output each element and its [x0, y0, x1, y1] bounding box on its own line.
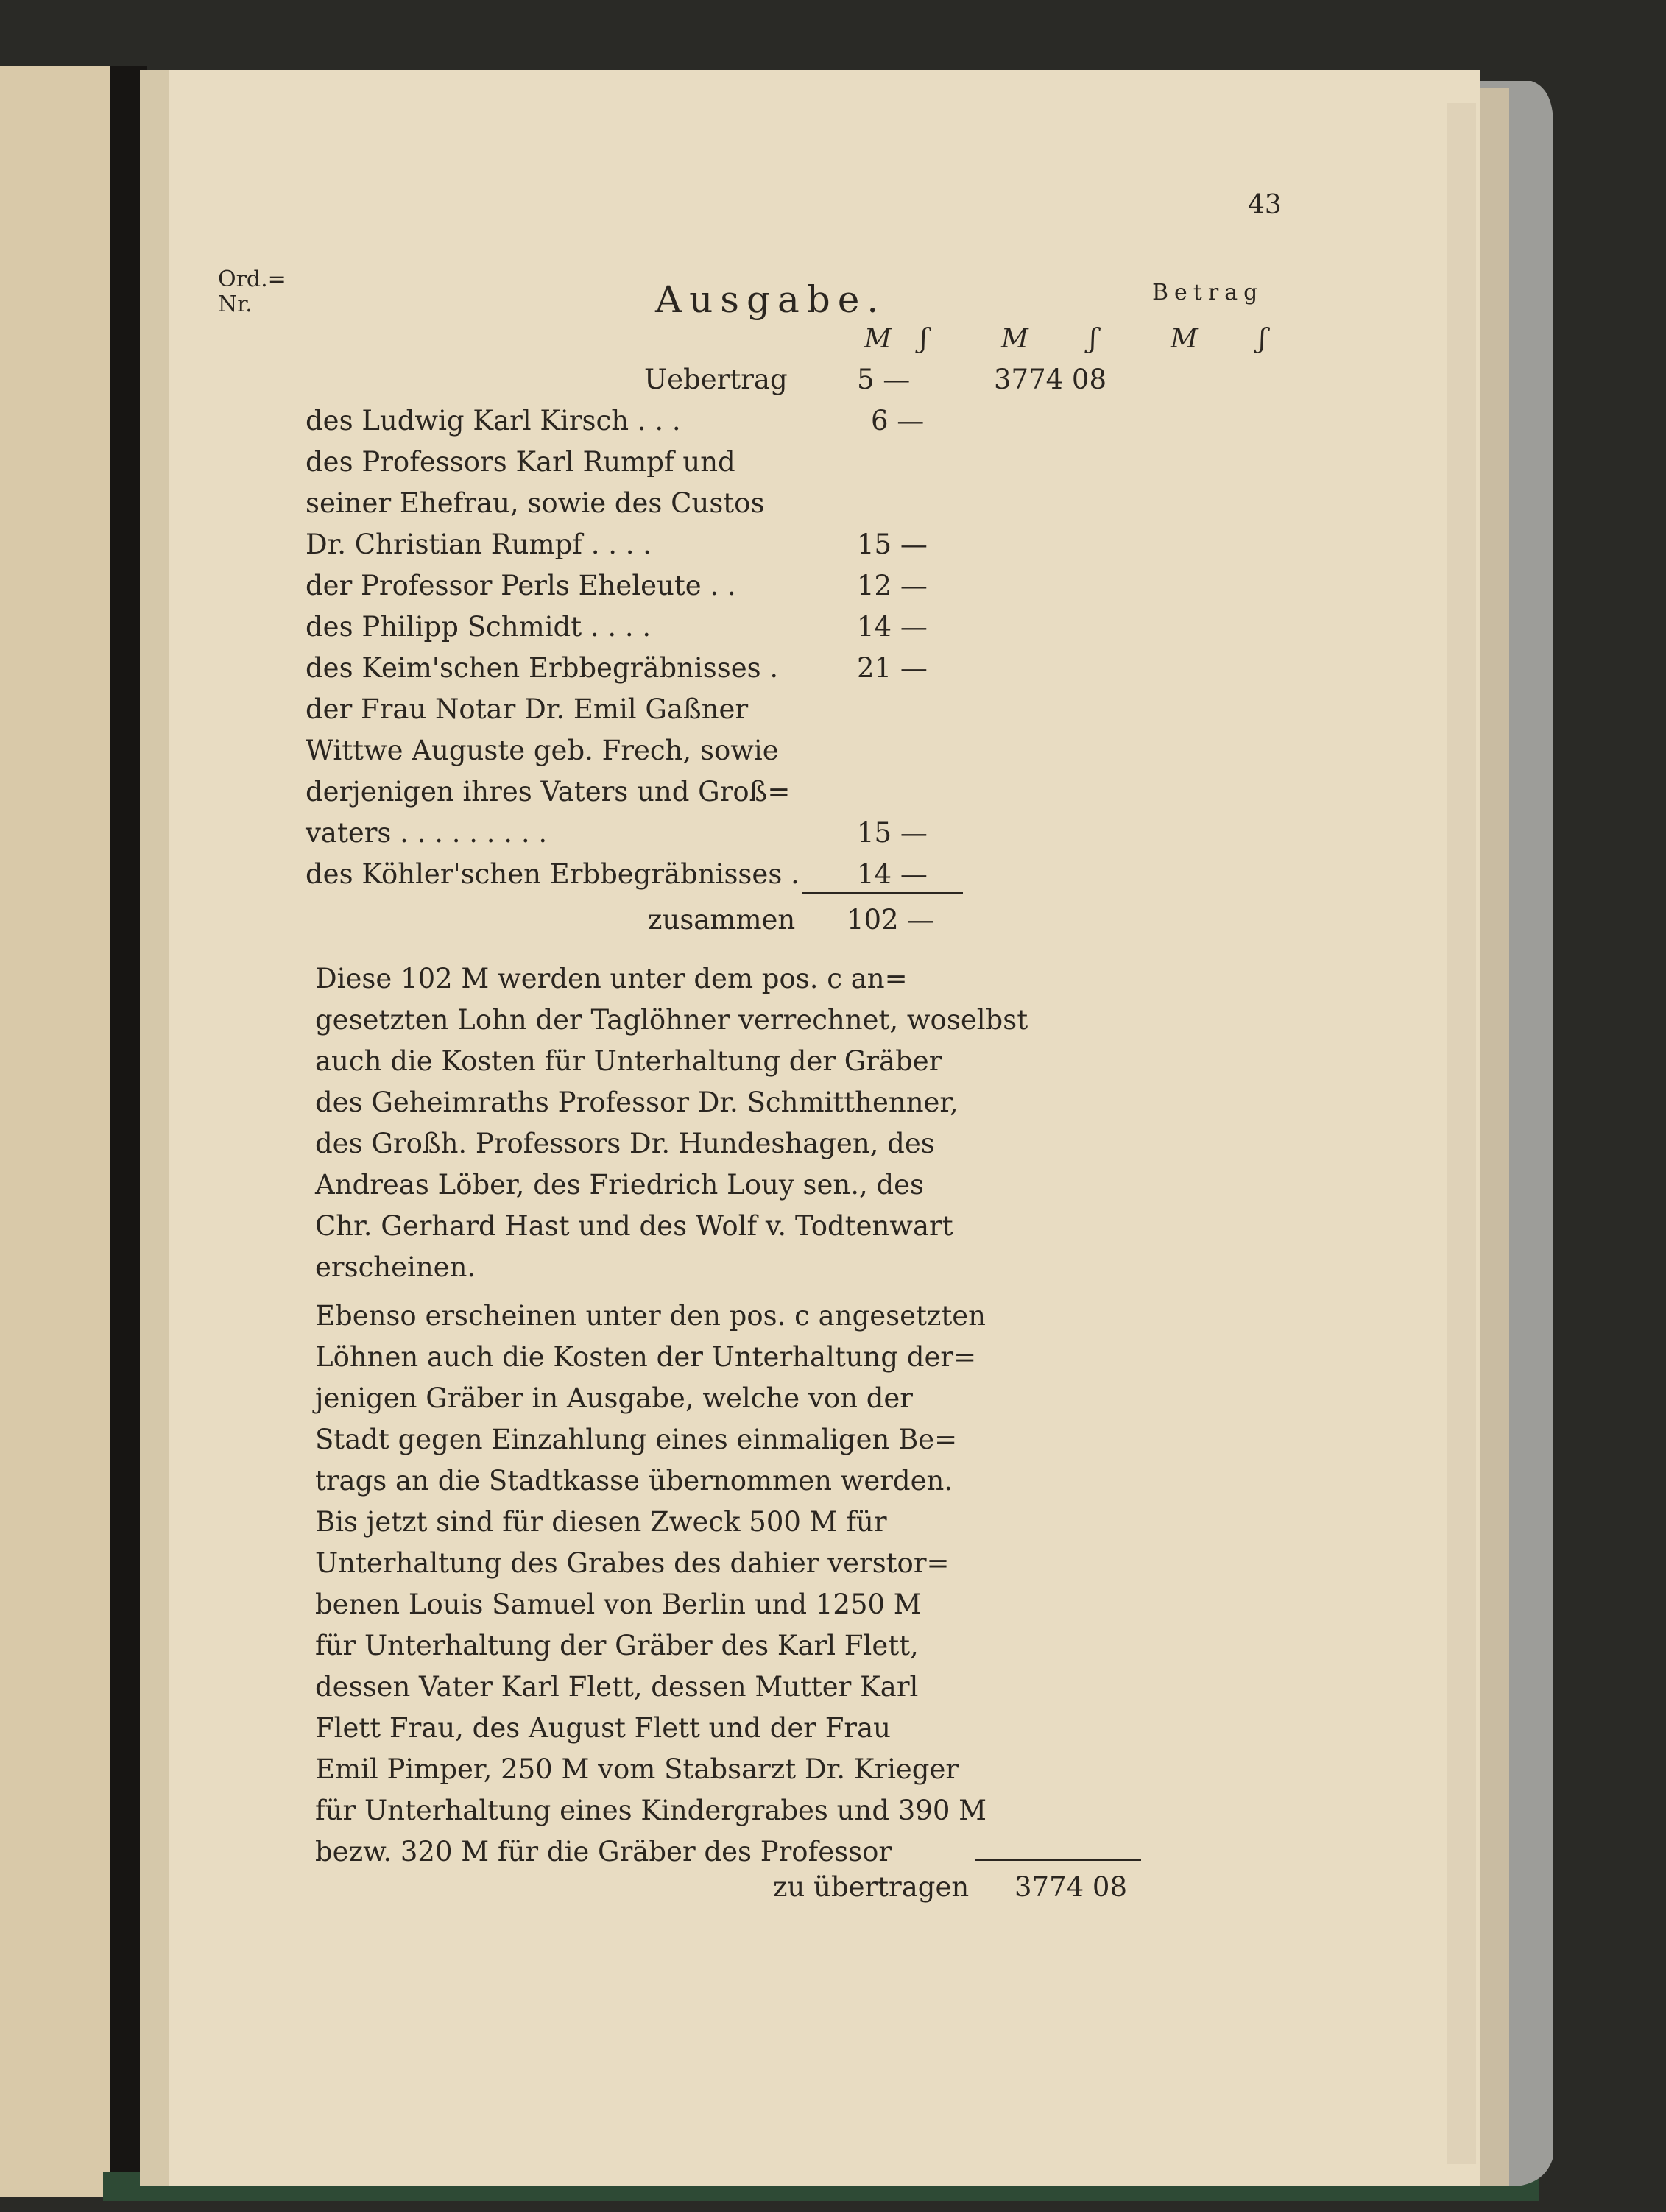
currency-mark-col1: M: [864, 324, 892, 354]
paragraph-line: für Unterhaltung der Gräber des Karl Flett,: [315, 1630, 919, 1661]
entry-amount: 6 —: [871, 405, 925, 437]
section-title: Ausgabe.: [655, 278, 886, 321]
entry-text: Wittwe Auguste geb. Frech, sowie: [306, 735, 779, 766]
paragraph-line: Löhnen auch die Kosten der Unterhaltung der=: [315, 1341, 977, 1373]
entry-text: seiner Ehefrau, sowie des Custos: [306, 487, 765, 519]
paragraph-line: auch die Kosten für Unterhaltung der Gräber: [315, 1045, 942, 1077]
entry-amount: 5 —: [857, 364, 911, 395]
paragraph-line: gesetzten Lohn der Taglöhner verrechnet, woselbst: [315, 1004, 1028, 1036]
left-page: [0, 66, 110, 2197]
entry-amount: 15 —: [857, 529, 928, 560]
entry-text: der Professor Perls Eheleute . .: [306, 570, 736, 601]
paragraph-line: Diese 102 M werden unter dem pos. c an=: [315, 963, 908, 994]
paragraph-line: des Geheimraths Professor Dr. Schmitthenner,: [315, 1086, 959, 1118]
pfennig-mark-col3: ʃ: [1259, 324, 1266, 354]
pfennig-mark-col1: ʃ: [920, 324, 928, 354]
entry-text: der Frau Notar Dr. Emil Gaßner: [306, 693, 749, 725]
paragraph-line: benen Louis Samuel von Berlin und 1250 M: [315, 1589, 922, 1620]
page-number: 43: [1248, 190, 1282, 220]
entry-sum: 3774 08: [994, 364, 1107, 395]
paragraph-line: für Unterhaltung eines Kindergrabes und 390 M: [315, 1795, 987, 1826]
subtotal-rule: [802, 892, 963, 894]
paragraph-line: erscheinen.: [315, 1251, 476, 1283]
paragraph-line: Unterhaltung des Grabes des dahier verstor=: [315, 1547, 950, 1579]
entry-text: des Philipp Schmidt . . . .: [306, 611, 652, 643]
pfennig-mark-col2: ʃ: [1090, 324, 1097, 354]
paragraph-line: Bis jetzt sind für diesen Zweck 500 M für: [315, 1506, 887, 1538]
entry-text: derjenigen ihres Vaters und Groß=: [306, 776, 791, 808]
entry-amount: 14 —: [857, 611, 928, 643]
paragraph-line: jenigen Gräber in Ausgabe, welche von der: [315, 1382, 913, 1414]
carry-rule: [975, 1859, 1141, 1861]
entry-text: des Professors Karl Rumpf und: [306, 446, 735, 478]
currency-mark-col3: M: [1171, 324, 1198, 354]
entry-text: Dr. Christian Rumpf . . . .: [306, 529, 652, 560]
entry-text: Uebertrag: [644, 364, 788, 395]
paragraph-line: bezw. 320 M für die Gräber des Professor: [315, 1836, 892, 1868]
paragraph-line: Flett Frau, des August Flett und der Frau: [315, 1712, 891, 1744]
currency-mark-col2: M: [1001, 324, 1028, 354]
entry-text: des Köhler'schen Erbbegräbnisses .: [306, 858, 800, 890]
entry-text: des Keim'schen Erbbegräbnisses .: [306, 652, 779, 684]
paragraph-line: trags an die Stadtkasse übernommen werden.: [315, 1465, 953, 1497]
paragraph-line: des Großh. Professors Dr. Hundeshagen, des: [315, 1128, 935, 1159]
entry-amount: 12 —: [857, 570, 928, 601]
paragraph-line: Andreas Löber, des Friedrich Louy sen., des: [315, 1169, 925, 1201]
paragraph-line: Chr. Gerhard Hast und des Wolf v. Todtenwart: [315, 1210, 953, 1242]
paragraph-line: Emil Pimper, 250 M vom Stabsarzt Dr. Krieger: [315, 1753, 959, 1785]
entry-amount: 21 —: [857, 652, 928, 684]
entry-amount: 15 —: [857, 817, 928, 849]
paragraph-line: dessen Vater Karl Flett, dessen Mutter Karl: [315, 1671, 919, 1703]
paragraph-line: Stadt gegen Einzahlung eines einmaligen Be=: [315, 1424, 958, 1455]
paragraph-line: Ebenso erscheinen unter den pos. c angesetzten: [315, 1300, 986, 1332]
total-label: zusammen: [648, 904, 796, 936]
entry-text: des Ludwig Karl Kirsch . . .: [306, 405, 681, 437]
ord-label: Ord.=: [218, 266, 286, 292]
entry-amount: 14 —: [857, 858, 928, 890]
entry-text: vaters . . . . . . . . .: [306, 817, 548, 849]
total-amount: 102 —: [847, 904, 935, 936]
nr-label: Nr.: [218, 291, 253, 317]
carry-label: zu übertragen: [773, 1871, 970, 1903]
betrag-label: Betrag: [1152, 280, 1264, 305]
carry-amount: 3774 08: [1014, 1871, 1128, 1903]
